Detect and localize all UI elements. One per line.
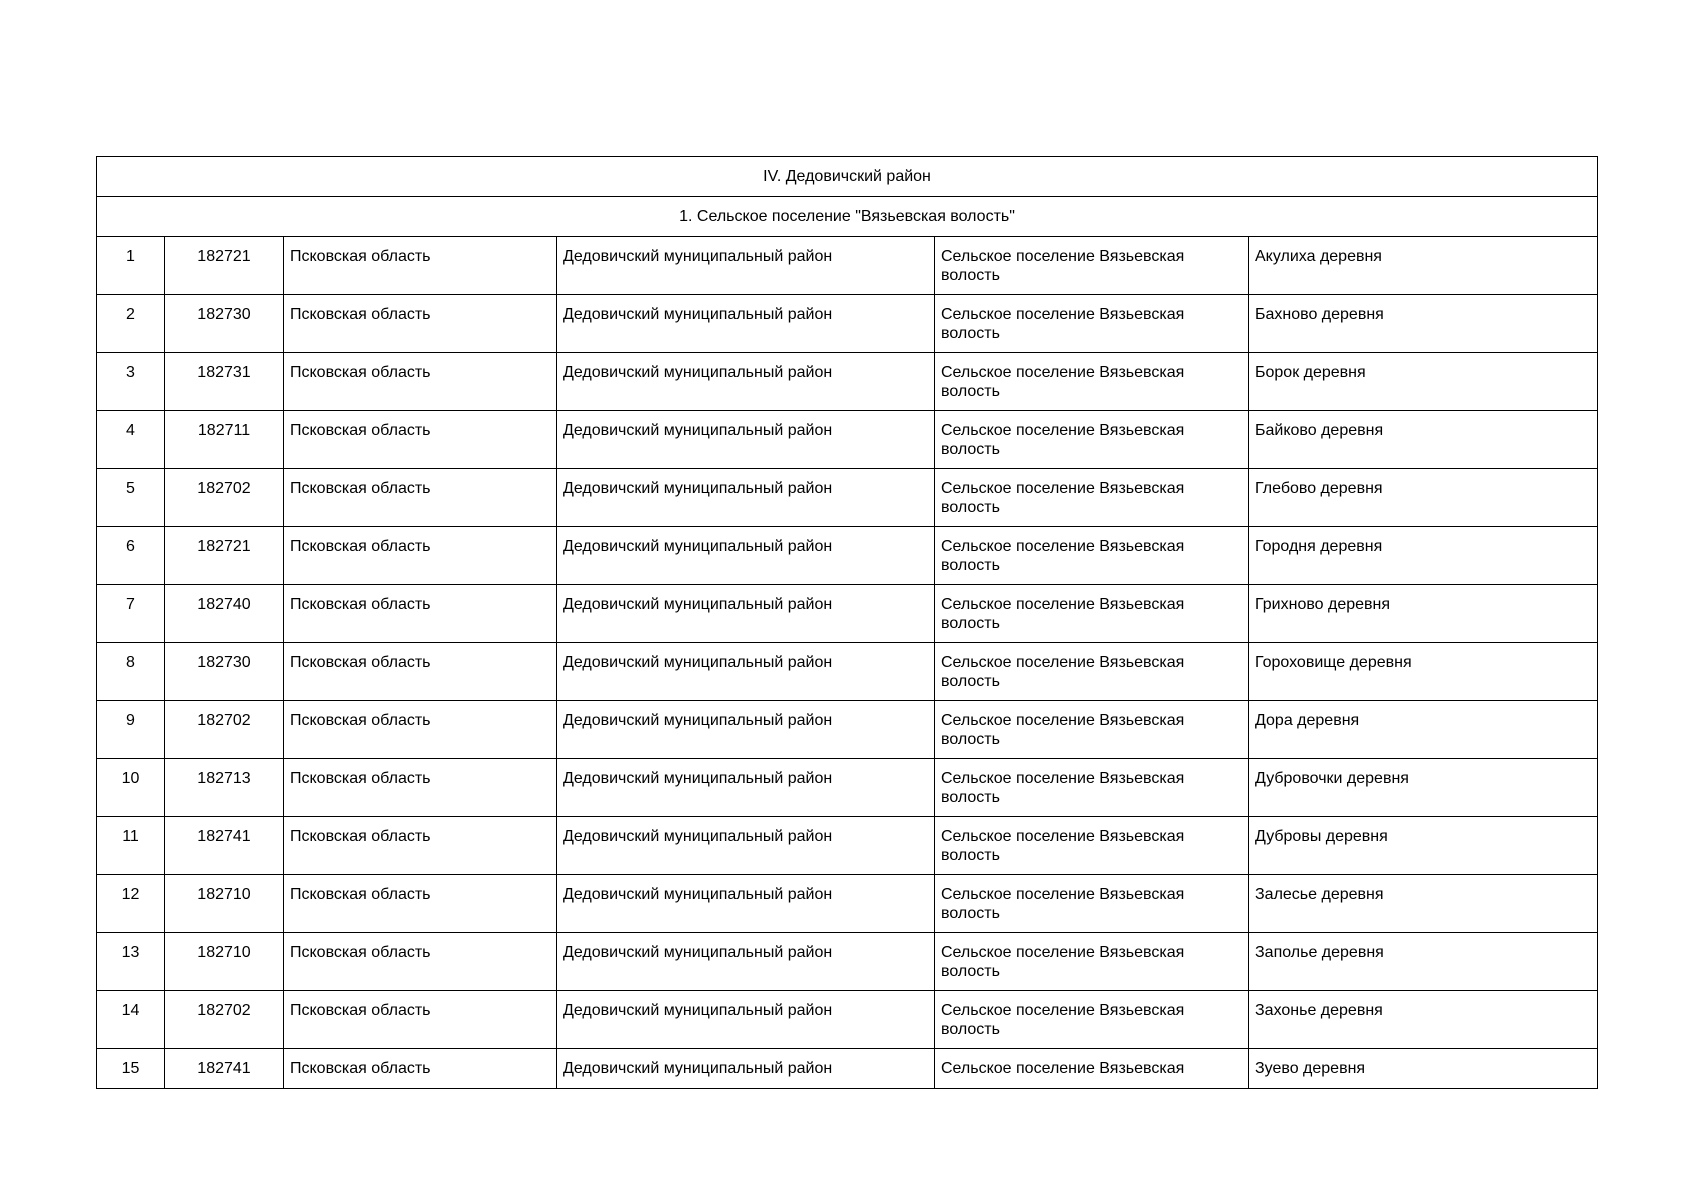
settlement-cell: Сельское поселение Вязьевская волость: [935, 469, 1249, 527]
table-row: [97, 991, 1598, 1049]
locality-cell: Дубровы деревня: [1249, 817, 1598, 875]
table-row: [97, 701, 1598, 759]
settlement-cell: Сельское поселение Вязьевская волость: [935, 411, 1249, 469]
table-row: [97, 469, 1598, 527]
postal-code: 182721: [165, 237, 284, 295]
district-cell: Дедовичский муниципальный район: [557, 469, 935, 527]
row-number: 10: [97, 759, 165, 817]
district-cell: Дедовичский муниципальный район: [557, 643, 935, 701]
postal-code: 182713: [165, 759, 284, 817]
district-cell: Дедовичский муниципальный район: [557, 933, 935, 991]
district-cell: Дедовичский муниципальный район: [557, 875, 935, 933]
table-row: [97, 875, 1598, 933]
settlement-cell: Сельское поселение Вязьевская волость: [935, 295, 1249, 353]
row-number: 1: [97, 237, 165, 295]
postal-code: 182721: [165, 527, 284, 585]
region-cell: Псковская область: [284, 759, 557, 817]
region-cell: Псковская область: [284, 411, 557, 469]
locality-cell: Залесье деревня: [1249, 875, 1598, 933]
postal-code: 182711: [165, 411, 284, 469]
table-body: [97, 157, 1598, 1089]
table-row: [97, 933, 1598, 991]
district-heading-row: [97, 157, 1598, 197]
locality-cell: Дубровочки деревня: [1249, 759, 1598, 817]
localities-table: [96, 156, 1598, 1089]
settlement-cell: Сельское поселение Вязьевская волость: [935, 237, 1249, 295]
table-row: [97, 759, 1598, 817]
postal-code: 182702: [165, 991, 284, 1049]
settlement-cell: Сельское поселение Вязьевская волость: [935, 643, 1249, 701]
settlement-cell: Сельское поселение Вязьевская волость: [935, 759, 1249, 817]
row-number: 12: [97, 875, 165, 933]
locality-cell: Глебово деревня: [1249, 469, 1598, 527]
settlement-cell: Сельское поселение Вязьевская волость: [935, 585, 1249, 643]
locality-cell: Заполье деревня: [1249, 933, 1598, 991]
locality-cell: Бахново деревня: [1249, 295, 1598, 353]
row-number: 2: [97, 295, 165, 353]
settlement-cell: Сельское поселение Вязьевская волость: [935, 875, 1249, 933]
district-cell: Дедовичский муниципальный район: [557, 585, 935, 643]
district-cell: Дедовичский муниципальный район: [557, 295, 935, 353]
settlement-cell: Сельское поселение Вязьевская волость: [935, 701, 1249, 759]
table-row: [97, 237, 1598, 295]
district-cell: Дедовичский муниципальный район: [557, 991, 935, 1049]
settlement-cell: Сельское поселение Вязьевская волость: [935, 991, 1249, 1049]
postal-code: 182710: [165, 875, 284, 933]
district-cell: Дедовичский муниципальный район: [557, 1049, 935, 1089]
district-cell: Дедовичский муниципальный район: [557, 701, 935, 759]
region-cell: Псковская область: [284, 527, 557, 585]
region-cell: Псковская область: [284, 237, 557, 295]
settlement-title: 1. Сельское поселение "Вязьевская волость": [97, 197, 1598, 237]
row-number: 4: [97, 411, 165, 469]
postal-code: 182730: [165, 643, 284, 701]
region-cell: Псковская область: [284, 701, 557, 759]
district-cell: Дедовичский муниципальный район: [557, 759, 935, 817]
row-number: 7: [97, 585, 165, 643]
locality-cell: Гороховище деревня: [1249, 643, 1598, 701]
region-cell: Псковская область: [284, 353, 557, 411]
settlement-cell: Сельское поселение Вязьевская: [935, 1049, 1249, 1089]
region-cell: Псковская область: [284, 1049, 557, 1089]
district-cell: Дедовичский муниципальный район: [557, 817, 935, 875]
settlement-cell: Сельское поселение Вязьевская волость: [935, 353, 1249, 411]
region-cell: Псковская область: [284, 643, 557, 701]
table-row: [97, 817, 1598, 875]
postal-code: 182740: [165, 585, 284, 643]
row-number: 6: [97, 527, 165, 585]
postal-code: 182731: [165, 353, 284, 411]
district-cell: Дедовичский муниципальный район: [557, 527, 935, 585]
region-cell: Псковская область: [284, 817, 557, 875]
settlement-heading-row: [97, 197, 1598, 237]
row-number: 13: [97, 933, 165, 991]
region-cell: Псковская область: [284, 295, 557, 353]
locality-cell: Грихново деревня: [1249, 585, 1598, 643]
table-row: [97, 585, 1598, 643]
locality-cell: Захонье деревня: [1249, 991, 1598, 1049]
table-row: [97, 353, 1598, 411]
table-row: [97, 643, 1598, 701]
region-cell: Псковская область: [284, 585, 557, 643]
table-row: [97, 1049, 1598, 1089]
row-number: 14: [97, 991, 165, 1049]
settlement-cell: Сельское поселение Вязьевская волость: [935, 817, 1249, 875]
row-number: 9: [97, 701, 165, 759]
postal-code: 182710: [165, 933, 284, 991]
postal-code: 182702: [165, 469, 284, 527]
region-cell: Псковская область: [284, 469, 557, 527]
locality-cell: Байково деревня: [1249, 411, 1598, 469]
row-number: 8: [97, 643, 165, 701]
settlement-cell: Сельское поселение Вязьевская волость: [935, 527, 1249, 585]
row-number: 11: [97, 817, 165, 875]
district-cell: Дедовичский муниципальный район: [557, 237, 935, 295]
locality-cell: Борок деревня: [1249, 353, 1598, 411]
region-cell: Псковская область: [284, 875, 557, 933]
district-title: IV. Дедовичский район: [97, 157, 1598, 197]
table-row: [97, 527, 1598, 585]
locality-cell: Дора деревня: [1249, 701, 1598, 759]
table-row: [97, 295, 1598, 353]
postal-code: 182730: [165, 295, 284, 353]
locality-cell: Акулиха деревня: [1249, 237, 1598, 295]
district-cell: Дедовичский муниципальный район: [557, 411, 935, 469]
table-row: [97, 411, 1598, 469]
row-number: 5: [97, 469, 165, 527]
region-cell: Псковская область: [284, 991, 557, 1049]
row-number: 15: [97, 1049, 165, 1089]
locality-cell: Зуево деревня: [1249, 1049, 1598, 1089]
postal-code: 182702: [165, 701, 284, 759]
region-cell: Псковская область: [284, 933, 557, 991]
district-cell: Дедовичский муниципальный район: [557, 353, 935, 411]
row-number: 3: [97, 353, 165, 411]
postal-code: 182741: [165, 817, 284, 875]
postal-code: 182741: [165, 1049, 284, 1089]
settlement-cell: Сельское поселение Вязьевская волость: [935, 933, 1249, 991]
locality-cell: Городня деревня: [1249, 527, 1598, 585]
